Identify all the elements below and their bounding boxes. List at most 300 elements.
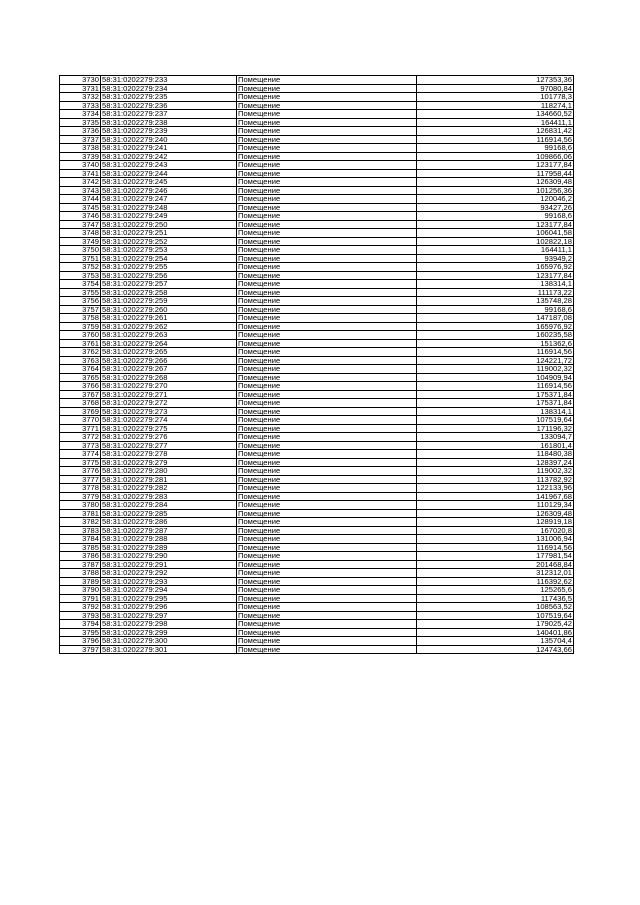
- table-row: [60, 271, 574, 280]
- value-cell: 312312,01: [417, 569, 574, 578]
- row-number-cell: 3769: [60, 407, 101, 416]
- cadastral-number-cell: 58:31:0202279:276: [101, 433, 237, 442]
- row-number-cell: 3743: [60, 186, 101, 195]
- row-number-cell: 3782: [60, 518, 101, 527]
- cadastral-number-cell: 58:31:0202279:281: [101, 475, 237, 484]
- object-type-cell: Помещение: [237, 637, 417, 646]
- object-type-cell: Помещение: [237, 484, 417, 493]
- cadastral-number-cell: 58:31:0202279:297: [101, 611, 237, 620]
- value-cell: 101256,36: [417, 186, 574, 195]
- row-number-cell: 3773: [60, 441, 101, 450]
- cadastral-number-cell: 58:31:0202279:246: [101, 186, 237, 195]
- row-number-cell: 3797: [60, 645, 101, 654]
- value-cell: 179025,42: [417, 620, 574, 629]
- cadastral-number-cell: 58:31:0202279:260: [101, 305, 237, 314]
- value-cell: 164411,1: [417, 246, 574, 255]
- cadastral-number-cell: 58:31:0202279:290: [101, 552, 237, 561]
- table-row: [60, 263, 574, 272]
- value-cell: 120046,2: [417, 195, 574, 204]
- object-type-cell: Помещение: [237, 441, 417, 450]
- value-cell: 131006,94: [417, 535, 574, 544]
- value-cell: 165976,92: [417, 263, 574, 272]
- cadastral-number-cell: 58:31:0202279:296: [101, 603, 237, 612]
- object-type-cell: Помещение: [237, 424, 417, 433]
- cadastral-number-cell: 58:31:0202279:271: [101, 390, 237, 399]
- cadastral-number-cell: 58:31:0202279:267: [101, 365, 237, 374]
- row-number-cell: 3734: [60, 110, 101, 119]
- object-type-cell: Помещение: [237, 518, 417, 527]
- value-cell: 109866,06: [417, 152, 574, 161]
- data-table: [59, 75, 574, 654]
- cadastral-number-cell: 58:31:0202279:298: [101, 620, 237, 629]
- table-row: [60, 492, 574, 501]
- row-number-cell: 3787: [60, 560, 101, 569]
- row-number-cell: 3759: [60, 322, 101, 331]
- row-number-cell: 3731: [60, 84, 101, 93]
- row-number-cell: 3760: [60, 331, 101, 340]
- object-type-cell: Помещение: [237, 586, 417, 595]
- row-number-cell: 3788: [60, 569, 101, 578]
- object-type-cell: Помещение: [237, 161, 417, 170]
- row-number-cell: 3772: [60, 433, 101, 442]
- cadastral-number-cell: 58:31:0202279:247: [101, 195, 237, 204]
- cadastral-number-cell: 58:31:0202279:284: [101, 501, 237, 510]
- table-row: [60, 543, 574, 552]
- value-cell: 165976,92: [417, 322, 574, 331]
- cadastral-number-cell: 58:31:0202279:264: [101, 339, 237, 348]
- cadastral-number-cell: 58:31:0202279:277: [101, 441, 237, 450]
- cadastral-number-cell: 58:31:0202279:275: [101, 424, 237, 433]
- cadastral-number-cell: 58:31:0202279:252: [101, 237, 237, 246]
- table-row: [60, 416, 574, 425]
- object-type-cell: Помещение: [237, 254, 417, 263]
- table-row: [60, 475, 574, 484]
- cadastral-number-cell: 58:31:0202279:299: [101, 628, 237, 637]
- object-type-cell: Помещение: [237, 603, 417, 612]
- object-type-cell: Помещение: [237, 169, 417, 178]
- table-row: [60, 186, 574, 195]
- table-row: [60, 433, 574, 442]
- table-row: [60, 569, 574, 578]
- row-number-cell: 3779: [60, 492, 101, 501]
- value-cell: 104909,94: [417, 373, 574, 382]
- value-cell: 128919,18: [417, 518, 574, 527]
- table-row: [60, 467, 574, 476]
- row-number-cell: 3767: [60, 390, 101, 399]
- object-type-cell: Помещение: [237, 594, 417, 603]
- table-row: [60, 458, 574, 467]
- row-number-cell: 3771: [60, 424, 101, 433]
- cadastral-number-cell: 58:31:0202279:279: [101, 458, 237, 467]
- value-cell: 123177,84: [417, 271, 574, 280]
- table-row: [60, 135, 574, 144]
- cadastral-number-cell: 58:31:0202279:288: [101, 535, 237, 544]
- cadastral-number-cell: 58:31:0202279:243: [101, 161, 237, 170]
- cadastral-number-cell: 58:31:0202279:262: [101, 322, 237, 331]
- cadastral-number-cell: 58:31:0202279:233: [101, 76, 237, 85]
- cadastral-number-cell: 58:31:0202279:241: [101, 144, 237, 153]
- cadastral-number-cell: 58:31:0202279:249: [101, 212, 237, 221]
- row-number-cell: 3789: [60, 577, 101, 586]
- value-cell: 113782,92: [417, 475, 574, 484]
- table-row: [60, 76, 574, 85]
- row-number-cell: 3784: [60, 535, 101, 544]
- table-row: [60, 314, 574, 323]
- cadastral-number-cell: 58:31:0202279:294: [101, 586, 237, 595]
- row-number-cell: 3778: [60, 484, 101, 493]
- value-cell: 101778,3: [417, 93, 574, 102]
- row-number-cell: 3796: [60, 637, 101, 646]
- object-type-cell: Помещение: [237, 373, 417, 382]
- row-number-cell: 3741: [60, 169, 101, 178]
- object-type-cell: Помещение: [237, 203, 417, 212]
- row-number-cell: 3749: [60, 237, 101, 246]
- table-row: [60, 509, 574, 518]
- value-cell: 99168,6: [417, 305, 574, 314]
- object-type-cell: Помещение: [237, 322, 417, 331]
- row-number-cell: 3738: [60, 144, 101, 153]
- value-cell: 140401,86: [417, 628, 574, 637]
- value-cell: 110129,34: [417, 501, 574, 510]
- object-type-cell: Помещение: [237, 305, 417, 314]
- row-number-cell: 3748: [60, 229, 101, 238]
- row-number-cell: 3761: [60, 339, 101, 348]
- table-row: [60, 161, 574, 170]
- table-row: [60, 212, 574, 221]
- cadastral-number-cell: 58:31:0202279:280: [101, 467, 237, 476]
- value-cell: 161801,4: [417, 441, 574, 450]
- value-cell: 116392,62: [417, 577, 574, 586]
- table-row: [60, 390, 574, 399]
- row-number-cell: 3786: [60, 552, 101, 561]
- table-row: [60, 280, 574, 289]
- value-cell: 171196,32: [417, 424, 574, 433]
- table-row: [60, 339, 574, 348]
- table-row: [60, 331, 574, 340]
- cadastral-number-cell: 58:31:0202279:300: [101, 637, 237, 646]
- value-cell: 116914,56: [417, 382, 574, 391]
- object-type-cell: Помещение: [237, 450, 417, 459]
- object-type-cell: Помещение: [237, 645, 417, 654]
- table-row: [60, 84, 574, 93]
- table-row: [60, 169, 574, 178]
- value-cell: 147187,08: [417, 314, 574, 323]
- table-row: [60, 322, 574, 331]
- value-cell: 138314,1: [417, 407, 574, 416]
- object-type-cell: Помещение: [237, 628, 417, 637]
- table-row: [60, 229, 574, 238]
- cadastral-number-cell: 58:31:0202279:278: [101, 450, 237, 459]
- row-number-cell: 3737: [60, 135, 101, 144]
- value-cell: 118480,38: [417, 450, 574, 459]
- table-row: [60, 501, 574, 510]
- row-number-cell: 3736: [60, 127, 101, 136]
- table-row: [60, 297, 574, 306]
- object-type-cell: Помещение: [237, 492, 417, 501]
- object-type-cell: Помещение: [237, 620, 417, 629]
- value-cell: 106041,58: [417, 229, 574, 238]
- value-cell: 141967,68: [417, 492, 574, 501]
- table-row: [60, 620, 574, 629]
- table-row: [60, 203, 574, 212]
- table-row: [60, 594, 574, 603]
- row-number-cell: 3745: [60, 203, 101, 212]
- value-cell: 160235,58: [417, 331, 574, 340]
- object-type-cell: Помещение: [237, 339, 417, 348]
- cadastral-number-cell: 58:31:0202279:273: [101, 407, 237, 416]
- table-row: [60, 195, 574, 204]
- value-cell: 97080,84: [417, 84, 574, 93]
- object-type-cell: Помещение: [237, 186, 417, 195]
- row-number-cell: 3744: [60, 195, 101, 204]
- table-row: [60, 560, 574, 569]
- cadastral-number-cell: 58:31:0202279:282: [101, 484, 237, 493]
- object-type-cell: Помещение: [237, 263, 417, 272]
- row-number-cell: 3776: [60, 467, 101, 476]
- table-row: [60, 220, 574, 229]
- object-type-cell: Помещение: [237, 390, 417, 399]
- value-cell: 201468,84: [417, 560, 574, 569]
- object-type-cell: Помещение: [237, 365, 417, 374]
- table-row: [60, 118, 574, 127]
- cadastral-number-cell: 58:31:0202279:270: [101, 382, 237, 391]
- value-cell: 119002,32: [417, 467, 574, 476]
- table-row: [60, 424, 574, 433]
- table-row: [60, 382, 574, 391]
- object-type-cell: Помещение: [237, 543, 417, 552]
- row-number-cell: 3757: [60, 305, 101, 314]
- row-number-cell: 3753: [60, 271, 101, 280]
- object-type-cell: Помещение: [237, 152, 417, 161]
- table-row: [60, 518, 574, 527]
- object-type-cell: Помещение: [237, 331, 417, 340]
- table-row: [60, 288, 574, 297]
- row-number-cell: 3742: [60, 178, 101, 187]
- value-cell: 116914,56: [417, 348, 574, 357]
- row-number-cell: 3758: [60, 314, 101, 323]
- table-row: [60, 637, 574, 646]
- row-number-cell: 3750: [60, 246, 101, 255]
- table-row: [60, 93, 574, 102]
- cadastral-number-cell: 58:31:0202279:248: [101, 203, 237, 212]
- cadastral-number-cell: 58:31:0202279:239: [101, 127, 237, 136]
- row-number-cell: 3794: [60, 620, 101, 629]
- value-cell: 138314,1: [417, 280, 574, 289]
- row-number-cell: 3756: [60, 297, 101, 306]
- object-type-cell: Помещение: [237, 577, 417, 586]
- value-cell: 175371,84: [417, 399, 574, 408]
- object-type-cell: Помещение: [237, 93, 417, 102]
- table-row: [60, 535, 574, 544]
- table-body: [60, 76, 574, 654]
- value-cell: 108563,52: [417, 603, 574, 612]
- cadastral-number-cell: 58:31:0202279:258: [101, 288, 237, 297]
- row-number-cell: 3751: [60, 254, 101, 263]
- object-type-cell: Помещение: [237, 288, 417, 297]
- value-cell: 117958,44: [417, 169, 574, 178]
- value-cell: 119002,32: [417, 365, 574, 374]
- row-number-cell: 3774: [60, 450, 101, 459]
- table-row: [60, 611, 574, 620]
- value-cell: 102822,18: [417, 237, 574, 246]
- object-type-cell: Помещение: [237, 501, 417, 510]
- row-number-cell: 3747: [60, 220, 101, 229]
- object-type-cell: Помещение: [237, 467, 417, 476]
- object-type-cell: Помещение: [237, 475, 417, 484]
- table-row: [60, 127, 574, 136]
- value-cell: 99168,6: [417, 144, 574, 153]
- object-type-cell: Помещение: [237, 569, 417, 578]
- value-cell: 164411,1: [417, 118, 574, 127]
- cadastral-number-cell: 58:31:0202279:274: [101, 416, 237, 425]
- row-number-cell: 3730: [60, 76, 101, 85]
- object-type-cell: Помещение: [237, 535, 417, 544]
- table-row: [60, 305, 574, 314]
- value-cell: 133094,7: [417, 433, 574, 442]
- table-row: [60, 552, 574, 561]
- value-cell: 123177,84: [417, 161, 574, 170]
- cadastral-number-cell: 58:31:0202279:286: [101, 518, 237, 527]
- object-type-cell: Помещение: [237, 356, 417, 365]
- row-number-cell: 3739: [60, 152, 101, 161]
- value-cell: 116914,56: [417, 135, 574, 144]
- object-type-cell: Помещение: [237, 246, 417, 255]
- table-row: [60, 237, 574, 246]
- cadastral-number-cell: 58:31:0202279:237: [101, 110, 237, 119]
- object-type-cell: Помещение: [237, 560, 417, 569]
- object-type-cell: Помещение: [237, 611, 417, 620]
- cadastral-number-cell: 58:31:0202279:253: [101, 246, 237, 255]
- object-type-cell: Помещение: [237, 458, 417, 467]
- row-number-cell: 3792: [60, 603, 101, 612]
- cadastral-number-cell: 58:31:0202279:255: [101, 263, 237, 272]
- value-cell: 135748,28: [417, 297, 574, 306]
- table-row: [60, 152, 574, 161]
- value-cell: 167020,8: [417, 526, 574, 535]
- row-number-cell: 3764: [60, 365, 101, 374]
- table-row: [60, 246, 574, 255]
- table-row: [60, 254, 574, 263]
- value-cell: 151362,6: [417, 339, 574, 348]
- table-row: [60, 577, 574, 586]
- object-type-cell: Помещение: [237, 399, 417, 408]
- cadastral-number-cell: 58:31:0202279:295: [101, 594, 237, 603]
- row-number-cell: 3762: [60, 348, 101, 357]
- object-type-cell: Помещение: [237, 110, 417, 119]
- cadastral-number-cell: 58:31:0202279:238: [101, 118, 237, 127]
- table-row: [60, 399, 574, 408]
- object-type-cell: Помещение: [237, 220, 417, 229]
- object-type-cell: Помещение: [237, 237, 417, 246]
- value-cell: 124743,66: [417, 645, 574, 654]
- object-type-cell: Помещение: [237, 552, 417, 561]
- object-type-cell: Помещение: [237, 178, 417, 187]
- cadastral-number-cell: 58:31:0202279:259: [101, 297, 237, 306]
- cadastral-number-cell: 58:31:0202279:251: [101, 229, 237, 238]
- object-type-cell: Помещение: [237, 416, 417, 425]
- value-cell: 93949,2: [417, 254, 574, 263]
- object-type-cell: Помещение: [237, 118, 417, 127]
- value-cell: 116914,56: [417, 543, 574, 552]
- value-cell: 135704,4: [417, 637, 574, 646]
- cadastral-number-cell: 58:31:0202279:285: [101, 509, 237, 518]
- row-number-cell: 3763: [60, 356, 101, 365]
- cadastral-number-cell: 58:31:0202279:234: [101, 84, 237, 93]
- row-number-cell: 3775: [60, 458, 101, 467]
- row-number-cell: 3754: [60, 280, 101, 289]
- object-type-cell: Помещение: [237, 509, 417, 518]
- cadastral-number-cell: 58:31:0202279:240: [101, 135, 237, 144]
- row-number-cell: 3780: [60, 501, 101, 510]
- cadastral-number-cell: 58:31:0202279:235: [101, 93, 237, 102]
- row-number-cell: 3746: [60, 212, 101, 221]
- value-cell: 99168,6: [417, 212, 574, 221]
- cadastral-number-cell: 58:31:0202279:287: [101, 526, 237, 535]
- row-number-cell: 3755: [60, 288, 101, 297]
- cadastral-number-cell: 58:31:0202279:283: [101, 492, 237, 501]
- table-row: [60, 450, 574, 459]
- value-cell: 125265,6: [417, 586, 574, 595]
- table-row: [60, 441, 574, 450]
- cadastral-number-cell: 58:31:0202279:250: [101, 220, 237, 229]
- table-row: [60, 484, 574, 493]
- cadastral-number-cell: 58:31:0202279:272: [101, 399, 237, 408]
- table-row: [60, 365, 574, 374]
- value-cell: 123177,84: [417, 220, 574, 229]
- table-row: [60, 356, 574, 365]
- object-type-cell: Помещение: [237, 526, 417, 535]
- row-number-cell: 3740: [60, 161, 101, 170]
- value-cell: 134660,52: [417, 110, 574, 119]
- cadastral-number-cell: 58:31:0202279:245: [101, 178, 237, 187]
- row-number-cell: 3735: [60, 118, 101, 127]
- value-cell: 175371,84: [417, 390, 574, 399]
- table-row: [60, 628, 574, 637]
- value-cell: 127353,36: [417, 76, 574, 85]
- object-type-cell: Помещение: [237, 135, 417, 144]
- row-number-cell: 3770: [60, 416, 101, 425]
- object-type-cell: Помещение: [237, 382, 417, 391]
- cadastral-number-cell: 58:31:0202279:263: [101, 331, 237, 340]
- row-number-cell: 3752: [60, 263, 101, 272]
- value-cell: 122133,96: [417, 484, 574, 493]
- cadastral-number-cell: 58:31:0202279:254: [101, 254, 237, 263]
- cadastral-number-cell: 58:31:0202279:256: [101, 271, 237, 280]
- cadastral-number-cell: 58:31:0202279:301: [101, 645, 237, 654]
- object-type-cell: Помещение: [237, 433, 417, 442]
- object-type-cell: Помещение: [237, 101, 417, 110]
- cadastral-number-cell: 58:31:0202279:266: [101, 356, 237, 365]
- cadastral-number-cell: 58:31:0202279:261: [101, 314, 237, 323]
- cadastral-number-cell: 58:31:0202279:291: [101, 560, 237, 569]
- row-number-cell: 3795: [60, 628, 101, 637]
- table-row: [60, 144, 574, 153]
- row-number-cell: 3733: [60, 101, 101, 110]
- table-row: [60, 645, 574, 654]
- cadastral-number-cell: 58:31:0202279:292: [101, 569, 237, 578]
- value-cell: 93427,26: [417, 203, 574, 212]
- table-row: [60, 373, 574, 382]
- cadastral-number-cell: 58:31:0202279:268: [101, 373, 237, 382]
- object-type-cell: Помещение: [237, 407, 417, 416]
- cadastral-number-cell: 58:31:0202279:257: [101, 280, 237, 289]
- value-cell: 107519,64: [417, 416, 574, 425]
- table-row: [60, 586, 574, 595]
- value-cell: 117436,5: [417, 594, 574, 603]
- object-type-cell: Помещение: [237, 229, 417, 238]
- table-row: [60, 348, 574, 357]
- cadastral-number-cell: 58:31:0202279:293: [101, 577, 237, 586]
